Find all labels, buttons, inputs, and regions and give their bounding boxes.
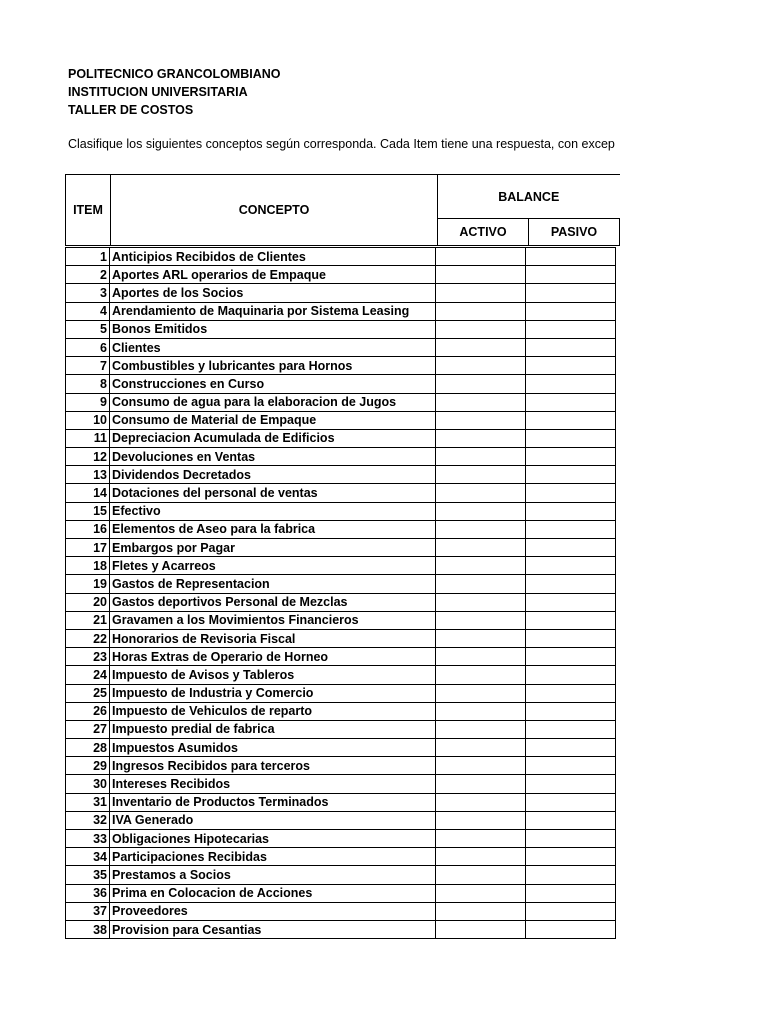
activo-cell[interactable]	[436, 448, 526, 466]
activo-cell[interactable]	[436, 484, 526, 502]
activo-cell[interactable]	[436, 338, 526, 356]
pasivo-cell[interactable]	[526, 248, 616, 266]
table-row	[66, 284, 616, 302]
pasivo-cell[interactable]	[526, 684, 616, 702]
pasivo-cell[interactable]	[526, 302, 616, 320]
table-row	[66, 702, 616, 720]
column-header-item: ITEM	[66, 175, 111, 246]
concept-cell: Arendamiento de Maquinaria por Sistema Leasing	[110, 302, 436, 320]
pasivo-cell[interactable]	[526, 720, 616, 738]
concept-cell: Impuesto de Vehiculos de reparto	[110, 702, 436, 720]
concept-cell: Impuesto predial de fabrica	[110, 720, 436, 738]
table-row	[66, 684, 616, 702]
table-row	[66, 248, 616, 266]
concept-cell: Fletes y Acarreos	[110, 557, 436, 575]
item-number: 2	[66, 266, 110, 284]
table-row	[66, 848, 616, 866]
table-row	[66, 357, 616, 375]
pasivo-cell[interactable]	[526, 375, 616, 393]
activo-cell[interactable]	[436, 830, 526, 848]
activo-cell[interactable]	[436, 866, 526, 884]
activo-cell[interactable]	[436, 666, 526, 684]
item-number: 3	[66, 284, 110, 302]
concept-cell: Depreciacion Acumulada de Edificios	[110, 429, 436, 447]
activo-cell[interactable]	[436, 575, 526, 593]
instructions-text: Clasifique los siguientes conceptos según corresponda. Cada Item tiene una respuesta, con excep	[68, 137, 615, 151]
table-row	[66, 520, 616, 538]
activo-cell[interactable]	[436, 284, 526, 302]
activo-cell[interactable]	[436, 302, 526, 320]
concept-cell: Impuesto de Avisos y Tableros	[110, 666, 436, 684]
item-number: 6	[66, 338, 110, 356]
table-row	[66, 375, 616, 393]
table-row	[66, 484, 616, 502]
item-number: 8	[66, 375, 110, 393]
table-row	[66, 575, 616, 593]
concept-cell: Consumo de Material de Empaque	[110, 411, 436, 429]
table-row	[66, 320, 616, 338]
item-number: 15	[66, 502, 110, 520]
table-row	[66, 429, 616, 447]
table-row	[66, 793, 616, 811]
item-number: 13	[66, 466, 110, 484]
concept-cell: Aportes de los Socios	[110, 284, 436, 302]
concept-cell: Gastos de Representacion	[110, 575, 436, 593]
activo-cell[interactable]	[436, 902, 526, 920]
concept-cell: Embargos por Pagar	[110, 539, 436, 557]
pasivo-cell[interactable]	[526, 811, 616, 829]
item-number: 24	[66, 666, 110, 684]
concept-cell: Consumo de agua para la elaboracion de Jugos	[110, 393, 436, 411]
table-row	[66, 393, 616, 411]
table-row	[66, 338, 616, 356]
concept-cell: Participaciones Recibidas	[110, 848, 436, 866]
activo-cell[interactable]	[436, 520, 526, 538]
header-institution: POLITECNICO GRANCOLOMBIANO	[68, 67, 281, 81]
concept-cell: Obligaciones Hipotecarias	[110, 830, 436, 848]
table-row	[66, 448, 616, 466]
item-number: 34	[66, 848, 110, 866]
activo-cell[interactable]	[436, 393, 526, 411]
table-row	[66, 502, 616, 520]
item-number: 14	[66, 484, 110, 502]
table-header	[65, 174, 620, 246]
pasivo-cell[interactable]	[526, 793, 616, 811]
item-number: 11	[66, 429, 110, 447]
pasivo-cell[interactable]	[526, 393, 616, 411]
concept-cell: Impuestos Asumidos	[110, 739, 436, 757]
concept-cell: Impuesto de Industria y Comercio	[110, 684, 436, 702]
concept-cell: Prima en Colocacion de Acciones	[110, 884, 436, 902]
activo-cell[interactable]	[436, 593, 526, 611]
pasivo-cell[interactable]	[526, 920, 616, 938]
activo-cell[interactable]	[436, 357, 526, 375]
item-number: 37	[66, 902, 110, 920]
activo-cell[interactable]	[436, 320, 526, 338]
pasivo-cell[interactable]	[526, 466, 616, 484]
item-number: 12	[66, 448, 110, 466]
table-row	[66, 648, 616, 666]
pasivo-cell[interactable]	[526, 593, 616, 611]
item-number: 38	[66, 920, 110, 938]
table-row	[66, 866, 616, 884]
activo-cell[interactable]	[436, 684, 526, 702]
pasivo-cell[interactable]	[526, 284, 616, 302]
pasivo-cell[interactable]	[526, 539, 616, 557]
pasivo-cell[interactable]	[526, 757, 616, 775]
concept-cell: Dotaciones del personal de ventas	[110, 484, 436, 502]
table-row	[66, 466, 616, 484]
activo-cell[interactable]	[436, 248, 526, 266]
item-number: 9	[66, 393, 110, 411]
concept-cell: Proveedores	[110, 902, 436, 920]
activo-cell[interactable]	[436, 466, 526, 484]
pasivo-cell[interactable]	[526, 629, 616, 647]
pasivo-cell[interactable]	[526, 266, 616, 284]
table-row	[66, 757, 616, 775]
concept-cell: Elementos de Aseo para la fabrica	[110, 520, 436, 538]
pasivo-cell[interactable]	[526, 502, 616, 520]
activo-cell[interactable]	[436, 629, 526, 647]
table-row	[66, 302, 616, 320]
pasivo-cell[interactable]	[526, 448, 616, 466]
pasivo-cell[interactable]	[526, 884, 616, 902]
concept-cell: Gravamen a los Movimientos Financieros	[110, 611, 436, 629]
concept-cell: Dividendos Decretados	[110, 466, 436, 484]
item-number: 23	[66, 648, 110, 666]
concept-cell: Horas Extras de Operario de Horneo	[110, 648, 436, 666]
table-row	[66, 266, 616, 284]
item-number: 32	[66, 811, 110, 829]
pasivo-cell[interactable]	[526, 702, 616, 720]
activo-cell[interactable]	[436, 557, 526, 575]
pasivo-cell[interactable]	[526, 575, 616, 593]
item-number: 33	[66, 830, 110, 848]
table-row	[66, 611, 616, 629]
table-row	[66, 666, 616, 684]
activo-cell[interactable]	[436, 720, 526, 738]
activo-cell[interactable]	[436, 757, 526, 775]
item-number: 1	[66, 248, 110, 266]
table-row	[66, 629, 616, 647]
activo-cell[interactable]	[436, 375, 526, 393]
column-header-concepto: CONCEPTO	[111, 175, 438, 246]
pasivo-cell[interactable]	[526, 611, 616, 629]
item-number: 26	[66, 702, 110, 720]
pasivo-cell[interactable]	[526, 411, 616, 429]
item-number: 21	[66, 611, 110, 629]
pasivo-cell[interactable]	[526, 648, 616, 666]
activo-cell[interactable]	[436, 775, 526, 793]
concept-cell: Bonos Emitidos	[110, 320, 436, 338]
concept-cell: Combustibles y lubricantes para Hornos	[110, 357, 436, 375]
activo-cell[interactable]	[436, 429, 526, 447]
table-row	[66, 557, 616, 575]
pasivo-cell[interactable]	[526, 902, 616, 920]
item-number: 22	[66, 629, 110, 647]
pasivo-cell[interactable]	[526, 866, 616, 884]
concept-cell: Provision para Cesantias	[110, 920, 436, 938]
item-number: 17	[66, 539, 110, 557]
item-number: 29	[66, 757, 110, 775]
pasivo-cell[interactable]	[526, 320, 616, 338]
activo-cell[interactable]	[436, 920, 526, 938]
concept-cell: Clientes	[110, 338, 436, 356]
concept-cell: Anticipios Recibidos de Clientes	[110, 248, 436, 266]
concept-cell: Efectivo	[110, 502, 436, 520]
concepts-table	[65, 247, 616, 939]
item-number: 18	[66, 557, 110, 575]
table-row	[66, 830, 616, 848]
item-number: 28	[66, 739, 110, 757]
concept-cell: Ingresos Recibidos para terceros	[110, 757, 436, 775]
concept-cell: IVA Generado	[110, 811, 436, 829]
pasivo-cell[interactable]	[526, 830, 616, 848]
item-number: 19	[66, 575, 110, 593]
concept-cell: Construcciones en Curso	[110, 375, 436, 393]
item-number: 31	[66, 793, 110, 811]
activo-cell[interactable]	[436, 739, 526, 757]
table-row	[66, 920, 616, 938]
activo-cell[interactable]	[436, 411, 526, 429]
activo-cell[interactable]	[436, 811, 526, 829]
item-number: 4	[66, 302, 110, 320]
concept-cell: Aportes ARL operarios de Empaque	[110, 266, 436, 284]
table-row	[66, 811, 616, 829]
pasivo-cell[interactable]	[526, 520, 616, 538]
activo-cell[interactable]	[436, 884, 526, 902]
concept-cell: Honorarios de Revisoria Fiscal	[110, 629, 436, 647]
activo-cell[interactable]	[436, 702, 526, 720]
concept-cell: Prestamos a Socios	[110, 866, 436, 884]
concept-cell: Devoluciones en Ventas	[110, 448, 436, 466]
item-number: 25	[66, 684, 110, 702]
pasivo-cell[interactable]	[526, 775, 616, 793]
table-row	[66, 775, 616, 793]
concept-cell: Inventario de Productos Terminados	[110, 793, 436, 811]
header-subtitle: INSTITUCION UNIVERSITARIA	[68, 85, 248, 99]
column-group-balance: BALANCE	[438, 175, 620, 219]
activo-cell[interactable]	[436, 611, 526, 629]
item-number: 27	[66, 720, 110, 738]
pasivo-cell[interactable]	[526, 429, 616, 447]
pasivo-cell[interactable]	[526, 848, 616, 866]
activo-cell[interactable]	[436, 502, 526, 520]
pasivo-cell[interactable]	[526, 666, 616, 684]
item-number: 16	[66, 520, 110, 538]
table-row	[66, 593, 616, 611]
table-row	[66, 720, 616, 738]
column-header-pasivo: PASIVO	[529, 219, 620, 246]
activo-cell[interactable]	[436, 848, 526, 866]
concept-cell: Intereses Recibidos	[110, 775, 436, 793]
pasivo-cell[interactable]	[526, 338, 616, 356]
column-header-activo: ACTIVO	[438, 219, 529, 246]
activo-cell[interactable]	[436, 793, 526, 811]
table-row	[66, 902, 616, 920]
header-course: TALLER DE COSTOS	[68, 103, 194, 117]
table-row	[66, 739, 616, 757]
item-number: 30	[66, 775, 110, 793]
item-number: 5	[66, 320, 110, 338]
pasivo-cell[interactable]	[526, 357, 616, 375]
pasivo-cell[interactable]	[526, 557, 616, 575]
table-row	[66, 539, 616, 557]
pasivo-cell[interactable]	[526, 739, 616, 757]
item-number: 35	[66, 866, 110, 884]
table-row	[66, 884, 616, 902]
activo-cell[interactable]	[436, 539, 526, 557]
pasivo-cell[interactable]	[526, 484, 616, 502]
concept-cell: Gastos deportivos Personal de Mezclas	[110, 593, 436, 611]
item-number: 10	[66, 411, 110, 429]
item-number: 20	[66, 593, 110, 611]
table-row	[66, 411, 616, 429]
activo-cell[interactable]	[436, 648, 526, 666]
item-number: 7	[66, 357, 110, 375]
item-number: 36	[66, 884, 110, 902]
activo-cell[interactable]	[436, 266, 526, 284]
